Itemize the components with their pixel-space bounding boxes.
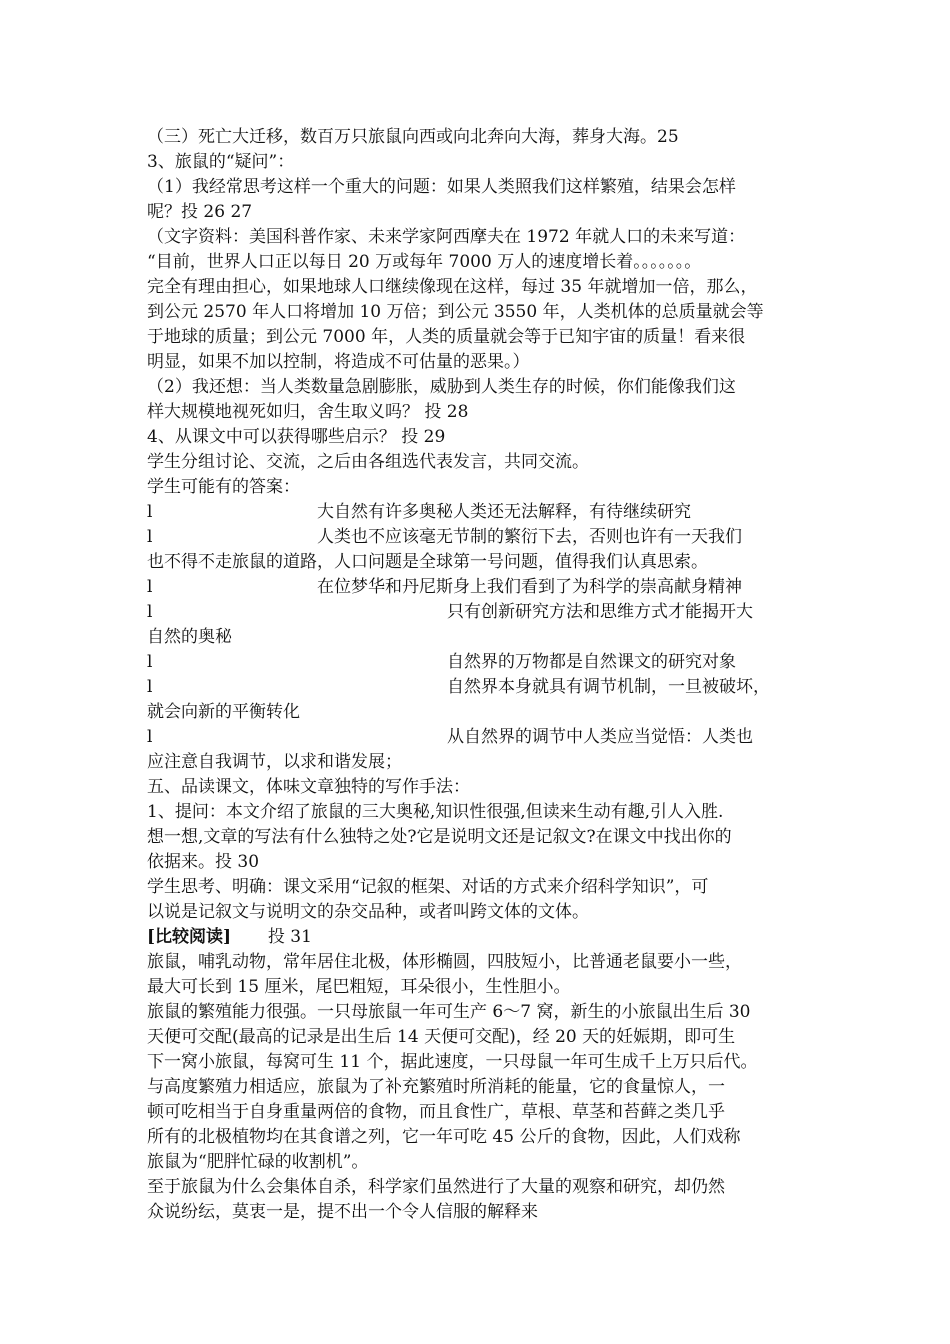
text-line: 呢？投 26 27 bbox=[147, 202, 253, 222]
text-line: 旅鼠的繁殖能力很强。一只母旅鼠一年可生产 6～7 窝，新生的小旅鼠出生后 30 bbox=[147, 1002, 751, 1022]
text-line: （文字资料：美国科普作家、未来学家阿西摩夫在 1972 年就人口的未来写道： bbox=[147, 227, 746, 247]
text-line: 最大可长到 15 厘米，尾巴粗短，耳朵很小，生性胆小。 bbox=[147, 977, 571, 997]
text-line: 至于旅鼠为什么会集体自杀，科学家们虽然进行了大量的观察和研究，却仍然 bbox=[147, 1177, 725, 1197]
text-line: 完全有理由担心，如果地球人口继续像现在这样，每过 35 年就增加一倍，那么， bbox=[147, 277, 758, 297]
answer-text: 自然界本身就具有调节机制，一旦被破坏， bbox=[447, 677, 770, 697]
bullet-mark: l bbox=[147, 602, 153, 622]
text-line: 学生分组讨论、交流，之后由各组选代表发言，共同交流。 bbox=[147, 452, 589, 472]
bullet-mark: l bbox=[147, 527, 153, 547]
text-line: 学生可能有的答案： bbox=[147, 477, 300, 497]
text-line: “目前，世界人口正以每日 20 万或每年 7000 万人的速度增长着。。。。。。。 bbox=[147, 252, 702, 272]
text-line: 到公元 2570 年人口将增加 10 万倍；到公元 3550 年，人类机体的总质量就会等 bbox=[147, 302, 764, 322]
compare-tag: 投 31 bbox=[267, 927, 312, 947]
text-line: 以说是记叙文与说明文的杂交品种，或者叫跨文体的文体。 bbox=[147, 902, 589, 922]
answer-text: 从自然界的调节中人类应当觉悟：人类也 bbox=[447, 727, 753, 747]
text-line: 于地球的质量；到公元 7000 年，人类的质量就会等于已知宇宙的质量！看来很 bbox=[147, 327, 746, 347]
answer-continuation: 应注意自我调节，以求和谐发展； bbox=[147, 752, 402, 772]
section-heading: 3、旅鼠的“疑问”： bbox=[147, 152, 295, 172]
compare-heading-row bbox=[147, 925, 807, 950]
document-body bbox=[147, 125, 807, 1225]
answer-item bbox=[147, 725, 807, 750]
text-line: 所有的北极植物均在其食谱之列，它一年可吃 45 公斤的食物，因此，人们戏称 bbox=[147, 1127, 741, 1147]
answer-text: 人类也不应该毫无节制的繁衍下去，否则也许有一天我们 bbox=[317, 527, 742, 547]
bullet-mark: l bbox=[147, 677, 153, 697]
text-line: 明显，如果不加以控制，将造成不可估量的恶果。） bbox=[147, 352, 530, 372]
answer-continuation: 自然的奥秘 bbox=[147, 627, 232, 647]
section-heading: 4、从课文中可以获得哪些启示？ 投 29 bbox=[147, 427, 446, 447]
bullet-mark: l bbox=[147, 727, 153, 747]
answer-item bbox=[147, 500, 807, 525]
text-line: 样大规模地视死如归，舍生取义吗？ 投 28 bbox=[147, 402, 469, 422]
section-heading: 五、品读课文，体味文章独特的写作手法： bbox=[147, 777, 470, 797]
answer-text: 大自然有许多奥秘人类还无法解释，有待继续研究 bbox=[317, 502, 691, 522]
bullet-mark: l bbox=[147, 502, 153, 522]
answer-text: 自然界的万物都是自然课文的研究对象 bbox=[447, 652, 736, 672]
answer-item bbox=[147, 650, 807, 675]
answer-item bbox=[147, 600, 807, 625]
text-line: 旅鼠，哺乳动物，常年居住北极，体形椭圆，四肢短小，比普通老鼠要小一些， bbox=[147, 952, 742, 972]
answer-continuation: 也不得不走旅鼠的道路，人口问题是全球第一号问题，值得我们认真思索。 bbox=[147, 552, 708, 572]
text-line: 想一想,文章的写法有什么独特之处?它是说明文还是记叙文?在课文中找出你的 bbox=[147, 827, 732, 847]
text-line: （三）死亡大迁移，数百万只旅鼠向西或向北奔向大海，葬身大海。25 bbox=[147, 127, 679, 147]
text-line: 天便可交配(最高的记录是出生后 14 天便可交配)，经 20 天的妊娠期，即可生 bbox=[147, 1027, 736, 1047]
text-line: 依据来。投 30 bbox=[147, 852, 260, 872]
answer-text: 在位梦华和丹尼斯身上我们看到了为科学的崇高献身精神 bbox=[317, 577, 742, 597]
text-line: 顿可吃相当于自身重量两倍的食物，而且食性广，草根、草茎和苔藓之类几乎 bbox=[147, 1102, 725, 1122]
text-line: 与高度繁殖力相适应，旅鼠为了补充繁殖时所消耗的能量，它的食量惊人，一 bbox=[147, 1077, 725, 1097]
text-line: 旅鼠为“肥胖忙碌的收割机”。 bbox=[147, 1152, 369, 1172]
text-line: 学生思考、明确：课文采用“记叙的框架、对话的方式来介绍科学知识”，可 bbox=[147, 877, 709, 897]
compare-heading: [比较阅读] bbox=[147, 927, 232, 947]
text-line: 下一窝小旅鼠，每窝可生 11 个，据此速度，一只母鼠一年可生成千上万只后代。 bbox=[147, 1052, 758, 1072]
bullet-mark: l bbox=[147, 652, 153, 672]
answer-item bbox=[147, 525, 807, 550]
text-line: 1、提问：本文介绍了旅鼠的三大奥秘,知识性很强,但读来生动有趣,引人入胜. bbox=[147, 802, 724, 822]
answer-text: 只有创新研究方法和思维方式才能揭开大 bbox=[447, 602, 753, 622]
answer-continuation: 就会向新的平衡转化 bbox=[147, 702, 300, 722]
text-line: （2）我还想：当人类数量急剧膨胀，威胁到人类生存的时候，你们能像我们这 bbox=[147, 377, 736, 397]
text-line: （1）我经常思考这样一个重大的问题：如果人类照我们这样繁殖，结果会怎样 bbox=[147, 177, 736, 197]
answer-item bbox=[147, 575, 807, 600]
answer-item bbox=[147, 675, 807, 700]
text-line: 众说纷纭，莫衷一是，提不出一个令人信服的解释来 bbox=[147, 1202, 538, 1222]
bullet-mark: l bbox=[147, 577, 153, 597]
